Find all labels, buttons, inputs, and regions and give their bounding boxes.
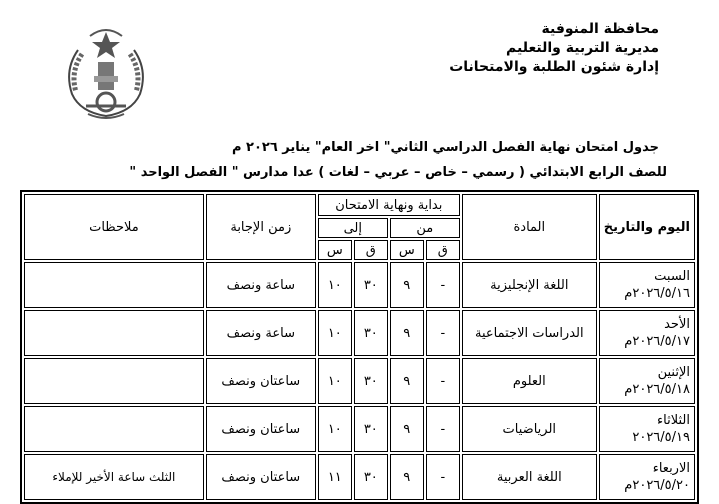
header-notes: ملاحظات bbox=[24, 194, 204, 260]
day-date-cell bbox=[599, 406, 695, 452]
table-row bbox=[24, 262, 695, 308]
header-subject: المادة bbox=[462, 194, 597, 260]
header-from-s: س bbox=[390, 240, 424, 260]
schedule-subtitle: للصف الرابع الابتدائي ( رسمي – خاص – عربي – لغات ) عدا مدارس " الفصل الواحد " bbox=[129, 165, 667, 180]
to-q-cell: ٣٠ bbox=[354, 406, 388, 452]
exam-date: ٢٠٢٦/٥/١٧م bbox=[624, 334, 690, 349]
day-date-cell bbox=[599, 310, 695, 356]
notes-cell bbox=[24, 406, 204, 452]
subject-cell: الرياضيات bbox=[462, 406, 597, 452]
to-q-cell: ٣٠ bbox=[354, 310, 388, 356]
from-q-cell: - bbox=[426, 310, 460, 356]
header-from: من bbox=[390, 218, 460, 238]
notes-cell bbox=[24, 262, 204, 308]
to-q-cell: ٣٠ bbox=[354, 358, 388, 404]
header-to-s: س bbox=[318, 240, 352, 260]
header-exam-span: بداية ونهاية الامتحان bbox=[318, 194, 460, 216]
duration-cell: ساعة ونصف bbox=[206, 262, 316, 308]
subject-cell: الدراسات الاجتماعية bbox=[462, 310, 597, 356]
exam-schedule-table bbox=[20, 190, 699, 504]
to-s-cell: ١١ bbox=[318, 454, 352, 500]
to-s-cell: ١٠ bbox=[318, 358, 352, 404]
duration-cell: ساعتان ونصف bbox=[206, 406, 316, 452]
day-name: الثلاثاء bbox=[657, 413, 690, 428]
from-s-cell: ٩ bbox=[390, 310, 424, 356]
exam-date: ٢٠٢٦/٥/١٨م bbox=[624, 382, 690, 397]
from-s-cell: ٩ bbox=[390, 406, 424, 452]
table-row bbox=[24, 310, 695, 356]
department-name: إدارة شئون الطلبة والامتحانات bbox=[449, 59, 659, 75]
day-date-cell bbox=[599, 454, 695, 500]
notes-cell: الثلث ساعة الأخير للإملاء bbox=[24, 454, 204, 500]
day-name: الاربعاء bbox=[652, 461, 690, 476]
table-row bbox=[24, 454, 695, 500]
header-to-q: ق bbox=[354, 240, 388, 260]
from-s-cell: ٩ bbox=[390, 454, 424, 500]
from-q-cell: - bbox=[426, 454, 460, 500]
from-s-cell: ٩ bbox=[390, 358, 424, 404]
day-name: الإثنين bbox=[657, 365, 690, 380]
header-day-date: اليوم والتاريخ bbox=[599, 194, 695, 260]
from-q-cell: - bbox=[426, 358, 460, 404]
subject-cell: اللغة الإنجليزية bbox=[462, 262, 597, 308]
to-s-cell: ١٠ bbox=[318, 310, 352, 356]
directorate-name: مديرية التربية والتعليم bbox=[506, 40, 659, 56]
to-s-cell: ١٠ bbox=[318, 406, 352, 452]
duration-cell: ساعة ونصف bbox=[206, 310, 316, 356]
table-row bbox=[24, 358, 695, 404]
to-q-cell: ٣٠ bbox=[354, 454, 388, 500]
day-name: السبت bbox=[654, 269, 690, 284]
exam-date: ٢٠٢٦/٥/١٦م bbox=[624, 286, 690, 301]
to-s-cell: ١٠ bbox=[318, 262, 352, 308]
notes-cell bbox=[24, 310, 204, 356]
from-q-cell: - bbox=[426, 406, 460, 452]
duration-cell: ساعتان ونصف bbox=[206, 454, 316, 500]
exam-date: ٢٠٢٦/٥/٢٠م bbox=[624, 478, 690, 493]
exam-date: ٢٠٢٦/٥/١٩ bbox=[632, 430, 690, 445]
governorate-logo-icon bbox=[60, 22, 152, 122]
header-from-q: ق bbox=[426, 240, 460, 260]
notes-cell bbox=[24, 358, 204, 404]
day-name: الأحد bbox=[664, 317, 690, 332]
subject-cell: العلوم bbox=[462, 358, 597, 404]
header-duration: زمن الإجابة bbox=[206, 194, 316, 260]
day-date-cell bbox=[599, 358, 695, 404]
governorate-name: محافظة المنوفية bbox=[541, 21, 659, 37]
subject-cell: اللغة العربية bbox=[462, 454, 597, 500]
duration-cell: ساعتان ونصف bbox=[206, 358, 316, 404]
header-to: إلى bbox=[318, 218, 388, 238]
from-s-cell: ٩ bbox=[390, 262, 424, 308]
day-date-cell bbox=[599, 262, 695, 308]
from-q-cell: - bbox=[426, 262, 460, 308]
directorate-header bbox=[449, 20, 659, 77]
schedule-title: جدول امتحان نهاية الفصل الدراسي الثاني" اخر العام" يناير ٢٠٢٦ م bbox=[231, 140, 659, 155]
to-q-cell: ٣٠ bbox=[354, 262, 388, 308]
table-row bbox=[24, 406, 695, 452]
